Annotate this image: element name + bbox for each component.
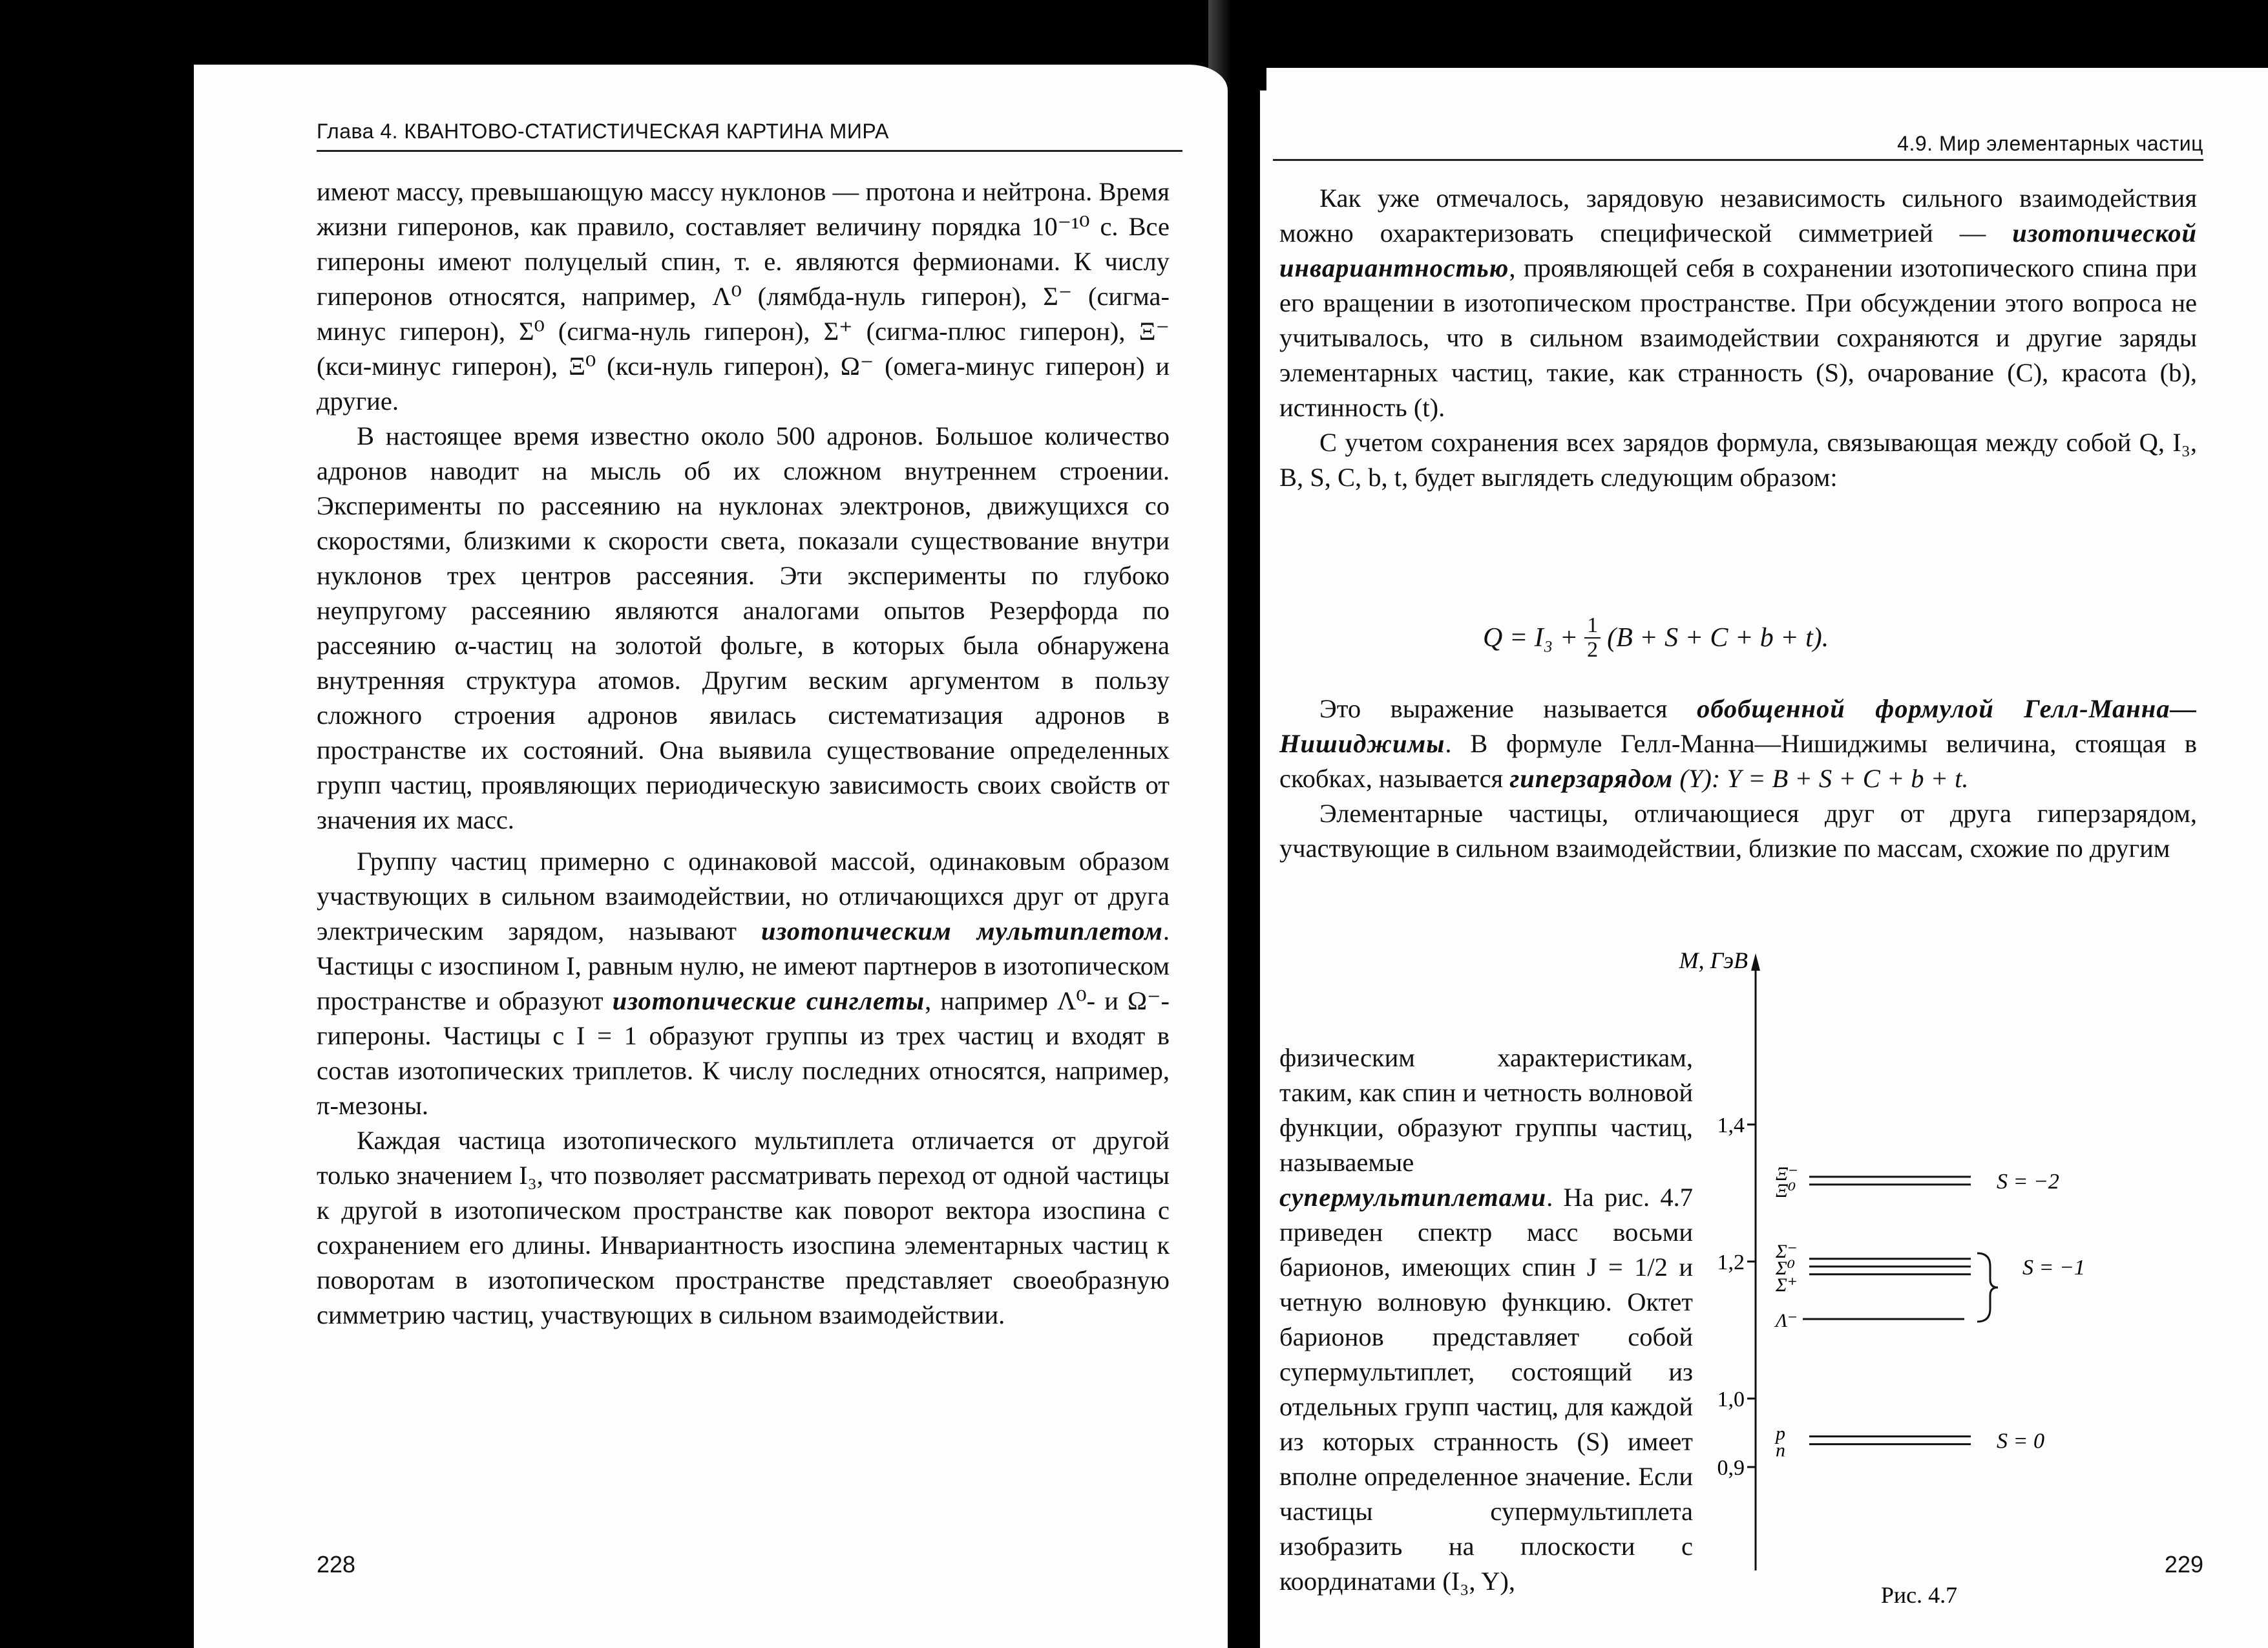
right-paragraph-2: С учетом сохранения всех зарядов формула, связывающая между собой Q, I₃, B, S, C, b, t, будет выглядеть следующим образом: — [1279, 428, 2197, 492]
right-body-text — [1279, 181, 2197, 495]
formula-denominator: 2 — [1587, 638, 1599, 662]
term-isotopic-multiplet: изотопическим мультиплетом — [761, 916, 1163, 945]
right-body-text-2 — [1279, 692, 2197, 866]
tick-label: 1,0 — [1717, 1388, 1745, 1411]
left-paragraph-2: В настоящее время известно около 500 адронов. Большое количество адронов наводит на мысль об их сложном внутреннем строении. Эксперименты по рассеянию на нуклонах электронов, движущихся со скоростями, близкими к скорости света, показали существование внутри нуклонов трех центров рассеяния. Эти эксперименты по глубоко неупругому рассеянию являются аналогами опытов Резерфорда по рассеянию α-частиц на золотой фольге, в которых была обнаружена внутренняя структура атомов. Другим веским аргументом в пользу сложного строения адронов явилась систематизация адронов в пространстве их состояний. Она выявила существование определенных групп частиц, проявляющих периодическую зависимость своих свойств от значения их масс. — [317, 421, 1170, 834]
term-generalized-formula: обобщенной формулой Гелл-Манна—Нишиджимы — [1279, 694, 2198, 758]
left-paragraph-3 — [317, 844, 1170, 1123]
right-p3-text-a: Это выражение называется — [1319, 694, 1668, 723]
term-isotopic-invariance: изотопической инвариантностью — [1279, 218, 2197, 282]
right-paragraph-3 — [1279, 692, 2197, 796]
figure-caption: Рис. 4.7 — [1880, 1582, 1958, 1608]
scan-top-border — [0, 0, 2268, 68]
right-p3-text-b: . В формуле Гелл-Манна—Нишиджимы величина, стоящая в скобках, называется — [1279, 729, 2197, 793]
left-body-text — [317, 174, 1170, 1333]
left-paragraph-1: имеют массу, превышающую массу нуклонов — протона и нейтрона. Время жизни гиперонов, как правило, составляет величину порядка 10⁻¹⁰ с. Все гипероны имеют полуцелый спин, т. е. являются фермионами. К числу гиперонов относятся, например, Λ⁰ (лямбда-нуль гиперон), Σ⁻ (сигма-минус гиперон), Σ⁰ (сигма-нуль гиперон), Σ⁺ (сигма-плюс гиперон), Ξ⁻ (кси-минус гиперон), Ξ⁰ (кси-нуль гиперон), Ω⁻ (омега-минус гиперон) и другие. — [317, 177, 1170, 416]
right-p4-text-a: физическим характеристикам, таким, как спин и четность волновой функции, образуют группы частиц, называемые — [1279, 1043, 1693, 1177]
formula-lhs: Q = I₃ + — [1483, 623, 1579, 653]
right-p4-text-b: . На рис. 4.7 приведен спектр масс восьми барионов, имеющих спин J = 1/2 и четную волновую функцию. Октет барионов представляет собой супермультиплет, состоящий из отдельных групп частиц, для каждой из которых странность (S) имеет вполне определенное значение. Если частицы супермультиплета изобразить на плоскости с координатами (I₃, Y), — [1279, 1183, 1693, 1596]
particle-label: Ξ⁰ — [1776, 1179, 1796, 1201]
particle-label: n — [1776, 1439, 1785, 1461]
tick-label: 1,2 — [1717, 1251, 1745, 1274]
gell-mann-nishijima-formula — [1483, 614, 1829, 662]
left-page — [194, 65, 1228, 1648]
particle-label: p — [1776, 1422, 1785, 1444]
right-p1-text-a: Как уже отмечалось, зарядовую независимость сильного взаимодействия можно охарактеризовать специфической симметрией — — [1279, 184, 2197, 248]
left-page-header: Глава 4. КВАНТОВО-СТАТИСТИЧЕСКАЯ КАРТИНА МИРА — [317, 120, 889, 143]
axis-arrow — [1751, 953, 1760, 971]
figure-4-7 — [1679, 931, 2197, 1616]
tick-label: 0,9 — [1717, 1456, 1745, 1480]
term-hypercharge: гиперзарядом — [1509, 764, 1674, 793]
tick-label: 1,4 — [1717, 1114, 1745, 1137]
left-header-rule — [317, 150, 1182, 152]
left-page-number: 228 — [317, 1551, 356, 1578]
right-paragraph-4-full: Элементарные частицы, отличающиеся друг от друга гиперзарядом, участвующие в сильном взаимодействии, близкие по массам, схожие по другим — [1279, 799, 2197, 863]
right-header-rule — [1273, 159, 2203, 161]
right-page — [1260, 90, 2268, 1648]
strangeness-label: S = −2 — [1997, 1169, 2059, 1194]
particle-label: Λ⁻ — [1776, 1310, 1798, 1332]
group-brace — [1977, 1253, 1998, 1322]
right-p3-text-c: (Y): Y = B + S + C + b + t. — [1679, 764, 1969, 793]
strangeness-label: S = 0 — [1997, 1429, 2044, 1453]
particle-label: Σ⁰ — [1776, 1257, 1795, 1279]
formula-fraction — [1584, 614, 1601, 662]
formula-numerator: 1 — [1584, 614, 1601, 639]
left-paragraph-4: Каждая частица изотопического мультиплета отличается от другой только значением I₃, что позволяет рассматривать переход от одной частицы к другой в изотопическом пространстве как поворот вектора изоспина с сохранением его длины. Инвариантность изоспина элементарных частиц к поворотам в изотопическом пространстве представляет своеобразную симметрию частиц, участвующих в сильном взаимодействии. — [317, 1126, 1170, 1329]
particle-label: Σ⁺ — [1776, 1274, 1798, 1296]
right-page-number: 229 — [2164, 1551, 2203, 1578]
axis-label: M, ГэВ — [1679, 947, 1748, 973]
right-paragraph-1 — [1279, 181, 2197, 425]
particle-label: Ξ⁻ — [1776, 1163, 1799, 1185]
right-paragraph-4-float — [1279, 1041, 1693, 1599]
right-page-header: 4.9. Мир элементарных частиц — [1897, 132, 2203, 155]
scan-left-border — [0, 0, 194, 1648]
formula-rhs: (B + S + C + b + t). — [1607, 623, 1829, 653]
right-p1-text-b: , проявляющей себя в сохранении изотопического спина при его вращении в изотопическом пространстве. При обсуждении этого вопроса не учитывалось, что в сильном взаимодействии сохраняются и другие заряды элементарных частиц, такие, как странность (S), очарование (C), красота (b), истинность (t). — [1279, 253, 2197, 422]
term-isotopic-singlets: изотопические синглеты — [612, 986, 925, 1015]
left-p3-text-c: , например Λ⁰- и Ω⁻-гипероны. Частицы с I = 1 образуют группы из трех частиц и входят в состав изотопических триплетов. К числу последних относятся, например, π-мезоны. — [317, 986, 1170, 1120]
strangeness-label: S = −1 — [2022, 1255, 2085, 1280]
left-p3-text-a: Группу частиц примерно с одинаковой массой, одинаковым образом участвующих в сильном взаимодействии, но отличающихся друг от друга электрическим зарядом, называют — [317, 847, 1170, 945]
particle-label: Σ⁻ — [1776, 1240, 1798, 1262]
left-p3-text-b: . Частицы с изоспином I, равным нулю, не имеют партнеров в изотопическом пространстве и образуют — [317, 916, 1170, 1015]
term-supermultiplets: супермультиплетами — [1279, 1183, 1547, 1212]
